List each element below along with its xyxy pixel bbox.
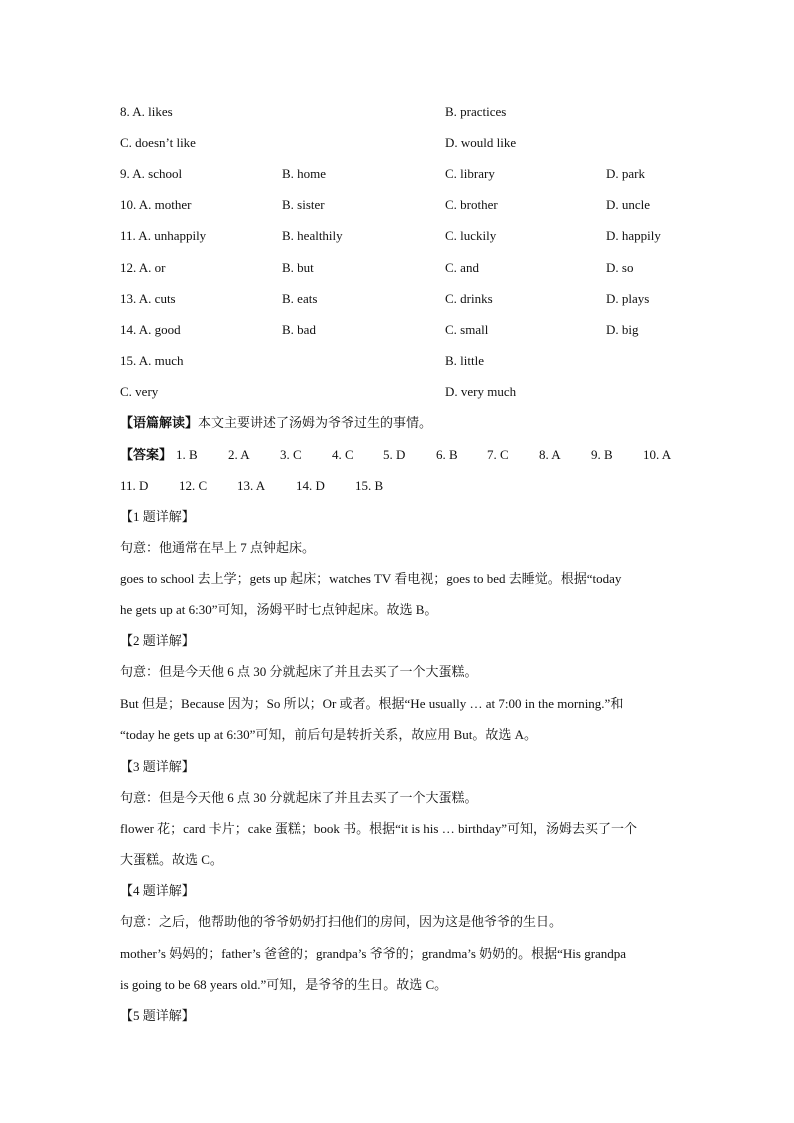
- answer-item: 2. A: [228, 447, 250, 462]
- detail-line: goes to school 去上学；gets up 起床；watches TV 看电视；goes to bed 去睡觉。根据“today: [120, 571, 622, 586]
- answer-line: [0, 445, 794, 465]
- option: 13. A. cuts: [120, 291, 176, 306]
- answer-line: [0, 476, 794, 496]
- option: D. so: [606, 260, 634, 275]
- detail-line: But 但是；Because 因为；So 所以；Or 或者。根据“He usually … at 7:00 in the morning.”和: [120, 696, 624, 711]
- option-row: [0, 382, 794, 402]
- answer-item: 10. A: [643, 447, 672, 462]
- option: D. big: [606, 322, 639, 337]
- answer-item: 11. D: [120, 478, 149, 493]
- option: C. very: [120, 384, 159, 399]
- answer-item: 9. B: [591, 447, 613, 462]
- answer-item: 1. B: [176, 447, 198, 462]
- option: C. luckily: [445, 228, 497, 243]
- option: B. eats: [282, 291, 318, 306]
- detail-line: 句意：但是今天他 6 点 30 分就起床了并且去买了一个大蛋糕。: [120, 664, 478, 679]
- option: 15. A. much: [120, 353, 184, 368]
- answer-item: 13. A: [237, 478, 266, 493]
- option-row: [0, 320, 794, 340]
- summary-label: 【语篇解读】: [120, 415, 199, 430]
- option: B. but: [282, 260, 314, 275]
- option: 12. A. or: [120, 260, 166, 275]
- answer-item: 4. C: [332, 447, 354, 462]
- summary-line: [120, 413, 680, 433]
- detail-line: flower 花；card 卡片；cake 蛋糕；book 书。根据“it is his … birthday”可知，汤姆去买了一个: [120, 821, 638, 836]
- option: 11. A. unhappily: [120, 228, 207, 243]
- detail-heading: 【4 题详解】: [120, 883, 195, 898]
- detail-heading: 【3 题详解】: [120, 759, 195, 774]
- answer-label: 【答案】: [120, 447, 173, 462]
- option-row: [0, 226, 794, 246]
- option: C. drinks: [445, 291, 493, 306]
- detail-line: 句意：之后，他帮助他的爷爷奶奶打扫他们的房间，因为这是他爷爷的生日。: [120, 914, 563, 929]
- detail-heading: 【5 题详解】: [120, 1008, 195, 1023]
- option: 10. A. mother: [120, 197, 192, 212]
- option: C. brother: [445, 197, 498, 212]
- option: 14. A. good: [120, 322, 181, 337]
- detail-line: “today he gets up at 6:30”可知，前后句是转折关系，故应用 But。故选 A。: [120, 727, 538, 742]
- option-row: [0, 289, 794, 309]
- option: C. small: [445, 322, 489, 337]
- answer-item: 12. C: [179, 478, 208, 493]
- option: D. park: [606, 166, 645, 181]
- option: C. and: [445, 260, 479, 275]
- option: D. plays: [606, 291, 650, 306]
- option: C. library: [445, 166, 495, 181]
- option: B. home: [282, 166, 327, 181]
- answer-item: 8. A: [539, 447, 561, 462]
- option: B. bad: [282, 322, 316, 337]
- detail-heading: 【2 题详解】: [120, 633, 195, 648]
- detail-line: is going to be 68 years old.”可知，是爷爷的生日。故选 C。: [120, 977, 448, 992]
- detail-line: 句意：他通常在早上 7 点钟起床。: [120, 540, 316, 555]
- option: D. happily: [606, 228, 661, 243]
- detail-line: mother’s 妈妈的；father’s 爸爸的；grandpa’s 爷爷的；grandma’s 奶奶的。根据“His grandpa: [120, 946, 627, 961]
- option-row: [0, 195, 794, 215]
- detail-line: 句意：但是今天他 6 点 30 分就起床了并且去买了一个大蛋糕。: [120, 790, 478, 805]
- option-row: [0, 164, 794, 184]
- option: 9. A. school: [120, 166, 183, 181]
- answer-item: 6. B: [436, 447, 458, 462]
- option-row: [0, 133, 794, 153]
- option: D. very much: [445, 384, 517, 399]
- answer-item: 14. D: [296, 478, 325, 493]
- answer-item: 5. D: [383, 447, 406, 462]
- option: D. would like: [445, 135, 517, 150]
- answer-item: 7. C: [487, 447, 509, 462]
- option: 8. A. likes: [120, 104, 173, 119]
- option: B. healthily: [282, 228, 343, 243]
- detail-heading: 【1 题详解】: [120, 509, 195, 524]
- option: B. sister: [282, 197, 325, 212]
- option: B. little: [445, 353, 484, 368]
- answer-item: 3. C: [280, 447, 302, 462]
- detail-line: he gets up at 6:30”可知，汤姆平时七点钟起床。故选 B。: [120, 602, 438, 617]
- answer-item: 15. B: [355, 478, 384, 493]
- option: D. uncle: [606, 197, 651, 212]
- detail-line: 大蛋糕。故选 C。: [120, 852, 223, 867]
- summary-text: 本文主要讲述了汤姆为爷爷过生的事情。: [198, 415, 433, 430]
- option-row: [0, 102, 794, 122]
- option: B. practices: [445, 104, 507, 119]
- option-row: [0, 258, 794, 278]
- option-row: [0, 351, 794, 371]
- option: C. doesn’t like: [120, 135, 196, 150]
